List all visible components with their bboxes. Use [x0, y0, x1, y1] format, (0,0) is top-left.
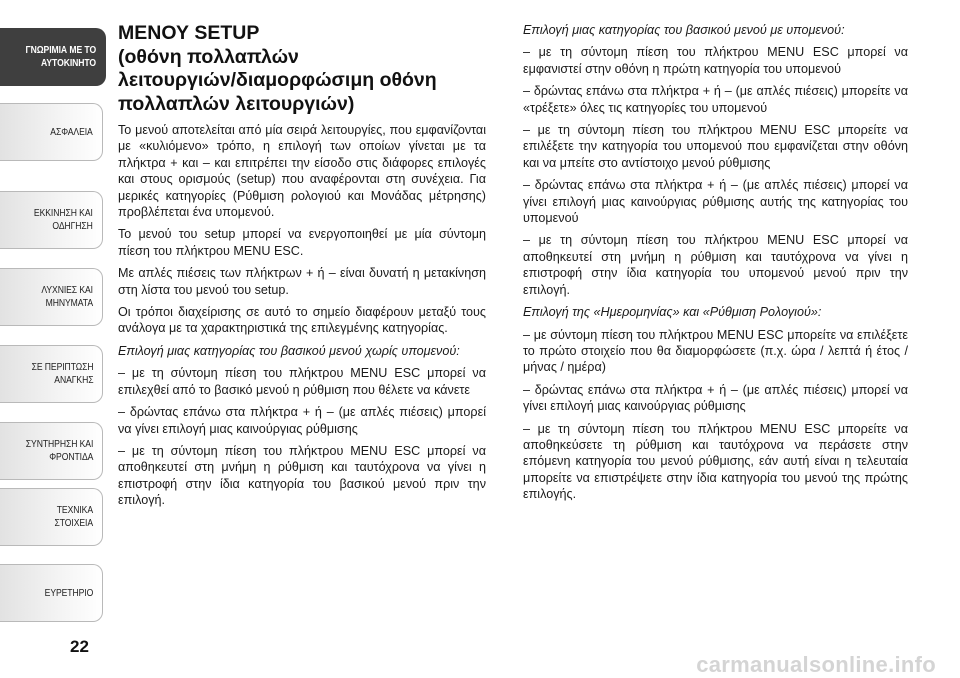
left-column: [118, 22, 486, 515]
section-title: [118, 22, 486, 116]
tab-label: ΣΥΝΤΗΡΗΣΗ ΚΑΙ ΦΡΟΝΤΙΔΑ: [25, 438, 93, 463]
paragraph: Το μενού αποτελείται από μία σειρά λειτουργίες, που εμφανίζονται με «κυλιόμενο» τρόπο, η επιλογή των οποίων γίνεται με τα πλήκτρα + και – και επιτρέπει την είσοδο στις διάφορες επιλογές και στους ορισμούς (setup) που αναφέρονται στη συνέχεια. Για μερικές κατηγορίες (Ρύθμιση ρολογιού και Μονάδας μέτρησης) προβλέπεται ένα υπομενού.: [118, 123, 486, 220]
paragraph: – με τη σύντομη πίεση του πλήκτρου MENU ESC μπορείτε να αποθηκεύσετε τη ρύθμιση και ταυτόχρονα να περάσετε στην επόμενη κατηγορία του μενού ρύθμισης, εάν αυτή είναι η τελευταία μπορείτε να επιστρέψετε στην ίδια κατηγορία του μενού της πρώτης επιλογής.: [523, 421, 908, 502]
title-line: λειτουργιών/διαμορφώσιμη οθόνη: [118, 69, 437, 91]
paragraph: Το μενού του setup μπορεί να ενεργοποιηθεί με μία σύντομη πίεση του πλήκτρου MENU ESC.: [118, 227, 486, 258]
subheading: Επιλογή της «Ημερομηνίας» και «Ρύθμιση Ρολογιού»:: [523, 305, 822, 320]
tab-label: ΕΥΡΕΤΗΡΙΟ: [44, 586, 93, 599]
right-column: [523, 22, 908, 509]
paragraph: Οι τρόποι διαχείρισης σε αυτό το σημείο διαφέρουν μεταξύ τους ανάλογα με τα χαρακτηριστικά της επιλεγμένης κατηγορίας.: [118, 305, 486, 336]
subheading: Επιλογή μιας κατηγορίας του βασικού μενού με υπομενού:: [523, 23, 845, 37]
title-line: πολλαπλών λειτουργιών): [118, 92, 355, 115]
tab-getting-to-know-car[interactable]: [0, 28, 106, 86]
paragraph: – δρώντας επάνω στα πλήκτρα + ή – (με απλές πιέσεις) μπορείτε να «τρέξετε» όλες τις κατηγορίες του υπομενού: [523, 84, 908, 115]
tab-technical-data[interactable]: [0, 488, 103, 546]
paragraph: – με τη σύντομη πίεση του πλήκτρου MENU ESC μπορείτε να επιλέξετε την κατηγορία του υπομενού που εμφανίζεται στην οθόνη και να μπείτε στο αντίστοιχο μενού ρύθμισης: [523, 123, 908, 170]
tab-label: ΛΥΧΝΙΕΣ ΚΑΙ ΜΗΝΥΜΑΤΑ: [41, 284, 93, 309]
tab-label: ΑΣΦΑΛΕΙΑ: [50, 125, 93, 138]
title-line: (οθόνη πολλαπλών: [118, 45, 299, 68]
tab-warning-lights[interactable]: [0, 268, 103, 326]
paragraph: – με τη σύντομη πίεση του πλήκτρου MENU ESC μπορεί να αποθηκευτεί στη μνήμη η ρύθμιση και ταυτόχρονα να γίνει η επιστροφή στην ίδια κατηγορία του βασικού μενού πριν την επιλογή.: [118, 443, 486, 508]
tab-index[interactable]: [0, 564, 103, 622]
tab-maintenance[interactable]: [0, 422, 103, 480]
paragraph: – δρώντας επάνω στα πλήκτρα + ή – (με απλές πιέσεις) μπορεί να γίνει επιλογή μιας καινούργιας ρύθμισης: [523, 382, 908, 414]
tab-starting-driving[interactable]: [0, 191, 103, 249]
tab-label: ΤΕΧΝΙΚΑ ΣΤΟΙΧΕΙΑ: [54, 504, 93, 529]
subheading: Επιλογή μιας κατηγορίας του βασικού μενού χωρίς υπομενού:: [118, 343, 460, 358]
paragraph: Με απλές πιέσεις των πλήκτρων + ή – είναι δυνατή η μετακίνηση στη λίστα του μενού του setup.: [118, 266, 486, 297]
page-number: 22: [70, 637, 89, 656]
tab-label: ΣΕ ΠΕΡΙΠΤΩΣΗ ΑΝΑΓΚΗΣ: [31, 361, 93, 386]
paragraph: – με σύντομη πίεση του πλήκτρου MENU ESC μπορείτε να επιλέξετε το πρώτο στοιχείο που θα διαμορφώσετε (π.χ. ώρα / λεπτά ή έτος / μήνας / ημέρα): [523, 327, 908, 375]
paragraph: – με τη σύντομη πίεση του πλήκτρου MENU ESC μπορεί να αποθηκευτεί στη μνήμη η ρύθμιση και ταυτόχρονα να γίνει η επιστροφή στην ίδια κατηγορία του υπομενού μενού πριν την επιλογή.: [523, 233, 908, 297]
title-line: ΜΕΝΟΥ SETUP: [118, 22, 260, 44]
tab-label: ΕΚΚΙΝΗΣΗ ΚΑΙ ΟΔΗΓΗΣΗ: [34, 207, 93, 232]
tab-emergency[interactable]: [0, 345, 103, 403]
watermark: carmanualsonline.info: [696, 652, 936, 677]
tab-safety[interactable]: [0, 103, 103, 161]
paragraph: – με τη σύντομη πίεση του πλήκτρου MENU ESC μπορεί να επιλεχθεί από το βασικό μενού η ρύθμιση που θέλετε να κάνετε: [118, 366, 486, 397]
tab-label: ΓΝΩΡΙΜΙΑ ΜΕ ΤΟ ΑΥΤΟΚΙΝΗΤΟ: [25, 44, 96, 69]
paragraph: – με τη σύντομη πίεση του πλήκτρου MENU ESC μπορεί να εμφανιστεί στην οθόνη η πρώτη κατηγορία του υπομενού: [523, 45, 908, 76]
paragraph: – δρώντας επάνω στα πλήκτρα + ή – (με απλές πιέσεις) μπορεί να γίνει επιλογή μιας καινούργιας ρύθμισης αυτής της κατηγορίας του υπομενού: [523, 178, 908, 226]
paragraph: – δρώντας επάνω στα πλήκτρα + ή – (με απλές πιέσεις) μπορεί να γίνει επιλογή μιας καινούργιας ρύθμισης: [118, 405, 486, 436]
